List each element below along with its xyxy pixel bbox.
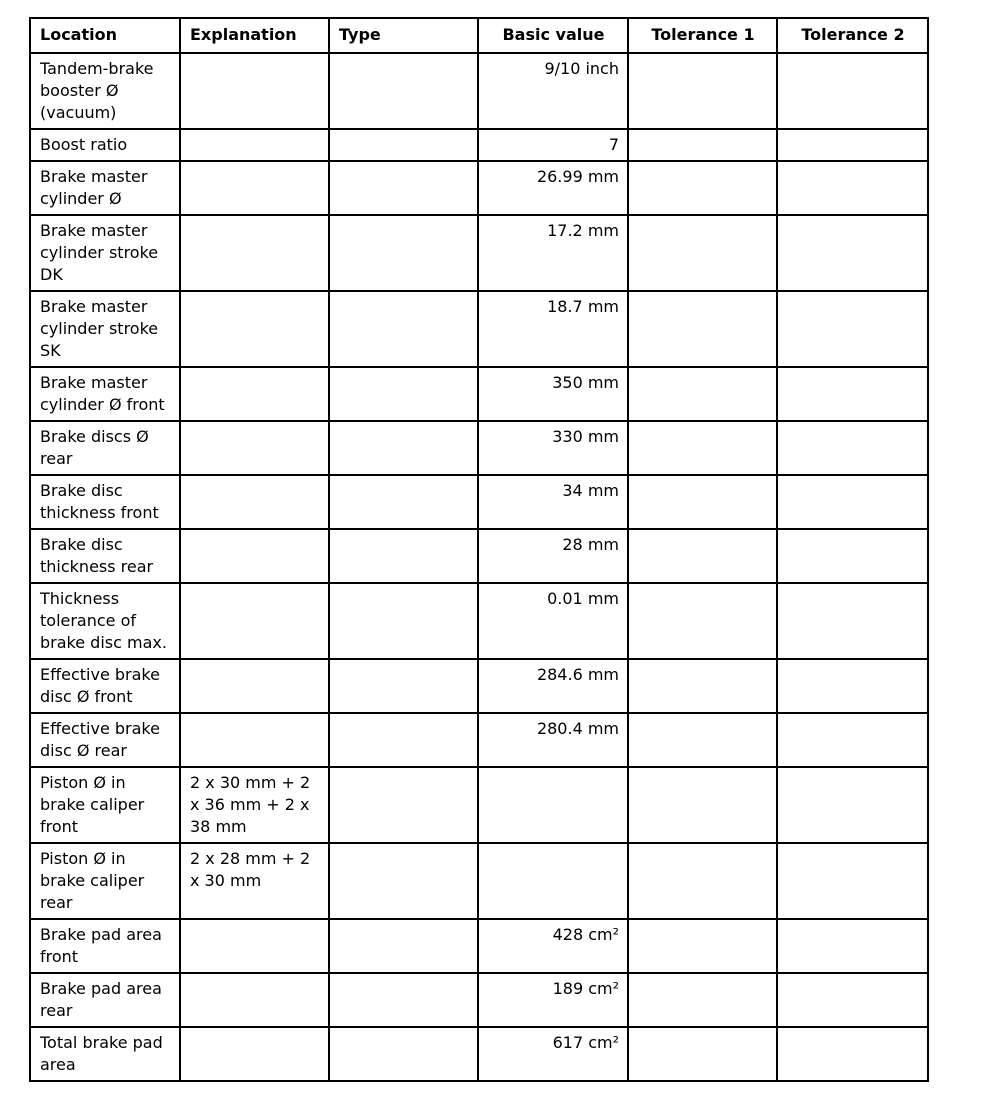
cell-basic-value: 280.4 mm xyxy=(478,713,628,767)
cell-explanation xyxy=(180,1027,329,1081)
cell-basic-value: 284.6 mm xyxy=(478,659,628,713)
cell-explanation xyxy=(180,713,329,767)
cell-basic-value: 7 xyxy=(478,129,628,161)
cell-explanation: 2 x 28 mm + 2 x 30 mm xyxy=(180,843,329,919)
cell-type xyxy=(329,475,478,529)
cell-basic-value xyxy=(478,843,628,919)
cell-basic-value: 28 mm xyxy=(478,529,628,583)
cell-tolerance-2 xyxy=(777,1027,928,1081)
brake-spec-table xyxy=(29,17,929,1082)
table-row xyxy=(30,713,928,767)
cell-type xyxy=(329,843,478,919)
cell-tolerance-1 xyxy=(628,291,777,367)
cell-location: Brake master cylinder Ø front xyxy=(30,367,180,421)
cell-location: Brake discs Ø rear xyxy=(30,421,180,475)
table-row xyxy=(30,475,928,529)
header-row xyxy=(30,18,928,53)
cell-type xyxy=(329,583,478,659)
cell-location: Brake master cylinder stroke SK xyxy=(30,291,180,367)
table-row xyxy=(30,973,928,1027)
cell-tolerance-1 xyxy=(628,919,777,973)
cell-location: Piston Ø in brake caliper rear xyxy=(30,843,180,919)
table-row xyxy=(30,1027,928,1081)
header-explanation: Explanation xyxy=(180,18,329,53)
cell-explanation xyxy=(180,919,329,973)
cell-explanation xyxy=(180,973,329,1027)
cell-tolerance-1 xyxy=(628,843,777,919)
cell-tolerance-1 xyxy=(628,973,777,1027)
cell-basic-value: 350 mm xyxy=(478,367,628,421)
cell-tolerance-1 xyxy=(628,129,777,161)
cell-tolerance-1 xyxy=(628,367,777,421)
cell-type xyxy=(329,421,478,475)
cell-location: Brake master cylinder Ø xyxy=(30,161,180,215)
cell-tolerance-1 xyxy=(628,53,777,129)
cell-basic-value: 330 mm xyxy=(478,421,628,475)
cell-explanation xyxy=(180,291,329,367)
cell-type xyxy=(329,529,478,583)
cell-tolerance-2 xyxy=(777,767,928,843)
cell-basic-value xyxy=(478,767,628,843)
cell-explanation xyxy=(180,529,329,583)
cell-explanation xyxy=(180,53,329,129)
cell-location: Effective brake disc Ø front xyxy=(30,659,180,713)
cell-tolerance-2 xyxy=(777,659,928,713)
cell-explanation xyxy=(180,215,329,291)
table-row xyxy=(30,767,928,843)
cell-location: Effective brake disc Ø rear xyxy=(30,713,180,767)
cell-explanation xyxy=(180,475,329,529)
cell-location: Thickness tolerance of brake disc max. xyxy=(30,583,180,659)
table-row xyxy=(30,129,928,161)
cell-type xyxy=(329,129,478,161)
cell-explanation xyxy=(180,161,329,215)
cell-type xyxy=(329,919,478,973)
table-body xyxy=(30,53,928,1081)
cell-tolerance-2 xyxy=(777,475,928,529)
cell-type xyxy=(329,53,478,129)
table-row xyxy=(30,583,928,659)
cell-basic-value: 26.99 mm xyxy=(478,161,628,215)
table-row xyxy=(30,843,928,919)
table-row xyxy=(30,529,928,583)
cell-basic-value: 428 cm² xyxy=(478,919,628,973)
table-row xyxy=(30,919,928,973)
table-row xyxy=(30,161,928,215)
header-basic-value: Basic value xyxy=(478,18,628,53)
cell-explanation xyxy=(180,421,329,475)
cell-type xyxy=(329,713,478,767)
cell-explanation xyxy=(180,583,329,659)
cell-basic-value: 9/10 inch xyxy=(478,53,628,129)
cell-type xyxy=(329,161,478,215)
cell-tolerance-2 xyxy=(777,583,928,659)
table-row xyxy=(30,367,928,421)
header-location: Location xyxy=(30,18,180,53)
cell-tolerance-1 xyxy=(628,161,777,215)
cell-tolerance-2 xyxy=(777,291,928,367)
cell-type xyxy=(329,367,478,421)
table-row xyxy=(30,215,928,291)
cell-tolerance-1 xyxy=(628,1027,777,1081)
cell-tolerance-1 xyxy=(628,767,777,843)
header-tolerance-2: Tolerance 2 xyxy=(777,18,928,53)
cell-location: Brake pad area rear xyxy=(30,973,180,1027)
cell-tolerance-2 xyxy=(777,161,928,215)
cell-location: Boost ratio xyxy=(30,129,180,161)
cell-basic-value: 18.7 mm xyxy=(478,291,628,367)
cell-tolerance-1 xyxy=(628,215,777,291)
cell-type xyxy=(329,215,478,291)
cell-explanation xyxy=(180,367,329,421)
cell-type xyxy=(329,767,478,843)
cell-tolerance-2 xyxy=(777,215,928,291)
cell-explanation xyxy=(180,129,329,161)
cell-basic-value: 189 cm² xyxy=(478,973,628,1027)
cell-tolerance-1 xyxy=(628,713,777,767)
cell-tolerance-1 xyxy=(628,475,777,529)
cell-location: Brake disc thickness rear xyxy=(30,529,180,583)
header-tolerance-1: Tolerance 1 xyxy=(628,18,777,53)
table-row xyxy=(30,53,928,129)
cell-location: Total brake pad area xyxy=(30,1027,180,1081)
cell-basic-value: 617 cm² xyxy=(478,1027,628,1081)
cell-tolerance-1 xyxy=(628,583,777,659)
cell-tolerance-1 xyxy=(628,529,777,583)
cell-location: Tandem-brake booster Ø (vacuum) xyxy=(30,53,180,129)
cell-basic-value: 17.2 mm xyxy=(478,215,628,291)
cell-tolerance-2 xyxy=(777,919,928,973)
table-row xyxy=(30,659,928,713)
cell-tolerance-1 xyxy=(628,421,777,475)
cell-location: Brake pad area front xyxy=(30,919,180,973)
cell-tolerance-1 xyxy=(628,659,777,713)
cell-basic-value: 0.01 mm xyxy=(478,583,628,659)
cell-tolerance-2 xyxy=(777,367,928,421)
cell-tolerance-2 xyxy=(777,843,928,919)
cell-tolerance-2 xyxy=(777,53,928,129)
cell-tolerance-2 xyxy=(777,973,928,1027)
cell-type xyxy=(329,291,478,367)
table-row xyxy=(30,291,928,367)
header-type: Type xyxy=(329,18,478,53)
cell-explanation xyxy=(180,659,329,713)
cell-type xyxy=(329,1027,478,1081)
table-row xyxy=(30,421,928,475)
cell-explanation: 2 x 30 mm + 2 x 36 mm + 2 x 38 mm xyxy=(180,767,329,843)
cell-type xyxy=(329,973,478,1027)
cell-tolerance-2 xyxy=(777,421,928,475)
cell-location: Piston Ø in brake caliper front xyxy=(30,767,180,843)
cell-tolerance-2 xyxy=(777,713,928,767)
cell-basic-value: 34 mm xyxy=(478,475,628,529)
cell-location: Brake disc thickness front xyxy=(30,475,180,529)
cell-location: Brake master cylinder stroke DK xyxy=(30,215,180,291)
cell-tolerance-2 xyxy=(777,129,928,161)
cell-type xyxy=(329,659,478,713)
cell-tolerance-2 xyxy=(777,529,928,583)
